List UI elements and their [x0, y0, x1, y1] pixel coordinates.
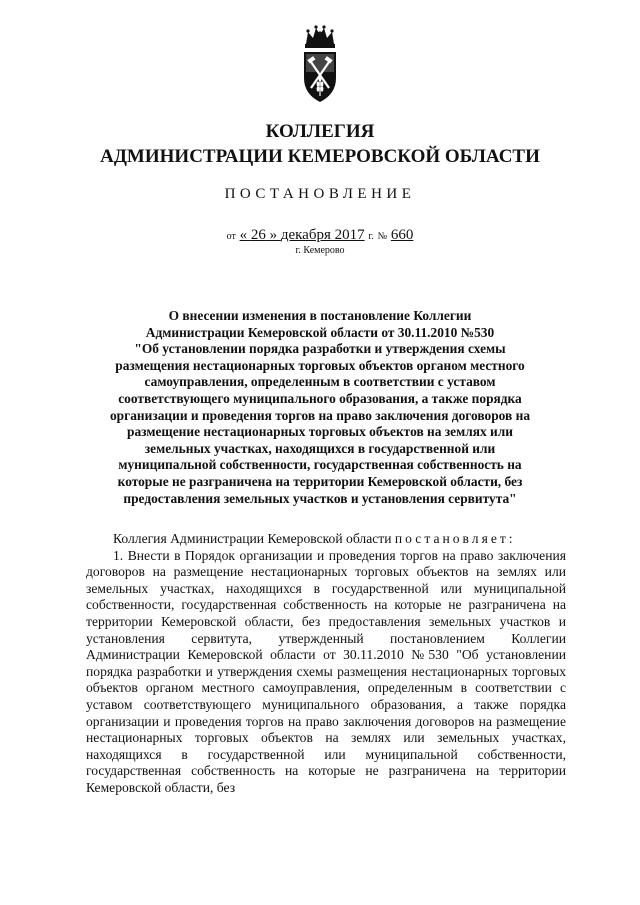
date-year-suffix: г. [368, 231, 374, 242]
title-line: которые не разграничена на территории Кемеровской области, без [117, 473, 523, 489]
document-title [60, 308, 580, 507]
title-line: О внесении изменения в постановление Коллегии [168, 308, 472, 323]
kemerovo-coat-of-arms-icon [296, 22, 344, 108]
title-line: соответствующего муниципального образования, а также порядка [118, 390, 522, 406]
date-field: « 26 » декабря 2017 [239, 227, 365, 243]
title-line: организации и проведения торгов на право заключения договоров на [109, 407, 531, 423]
document-number: 660 [390, 227, 414, 243]
org-name-line-2: АДМИНИСТРАЦИИ КЕМЕРОВСКОЙ ОБЛАСТИ [100, 146, 540, 167]
title-line: земельных участках, находящихся в государственной или [144, 440, 496, 456]
paragraph-1: 1. Внести в Порядок организации и проведения торгов на право заключения договоров на размещение нестационарных торговых объектов на землях или земельных участках, находящихся в государственной или муниципальной собственности, государственная собственность на которые не разграничена на территории Кемеровской области, без предоставления земельных участков и установления сервитута, утвержденный постановлением Коллегии Администрации Кемеровской области от 30.11.2010 №530 "Об установлении порядка разработки и утверждения схемы размещения нестационарных торговых объектов органом местного самоуправления, определенным в соответствии с уставом соответствующего муниципального образования, а также порядка организации и проведения торгов на право заключения договоров на размещение нестационарных торговых объектов на землях или земельных участках, находящихся в государственной или муниципальной собственности, государственная собственность на которые не разграничена на территории Кемеровской области, без [86, 547, 566, 795]
title-line: размещение нестационарных торговых объектов на землях или [127, 424, 513, 440]
title-line: Администрации Кемеровской области от 30.11.2010 №530 [145, 324, 495, 340]
document-city: г. Кемерово [295, 245, 345, 256]
number-sign: № [377, 231, 388, 242]
date-prefix: от [226, 231, 236, 242]
document-type: ПОСТАНОВЛЕНИЕ [224, 186, 416, 202]
title-line: "Об установлении порядка разработки и утверждения схемы [134, 341, 506, 357]
intro-resolves: постановляет: [394, 531, 516, 546]
date-day: 26 [250, 227, 266, 243]
title-line: размещения нестационарных торговых объектов органом местного [115, 357, 525, 373]
title-line: самоуправления, определенным в соответствии с уставом [144, 374, 496, 390]
document-dateline [0, 226, 640, 246]
intro-prefix: Коллегия Администрации Кемеровской области [113, 531, 392, 546]
org-name-line-1: КОЛЛЕГИЯ [265, 121, 375, 142]
title-line: предоставления земельных участков и установления сервитута" [123, 490, 517, 506]
document-body [86, 531, 566, 797]
intro-paragraph [86, 531, 566, 548]
title-line: муниципальной собственности, государственная собственность на [118, 457, 522, 473]
date-month-year: декабря 2017 [280, 227, 365, 243]
